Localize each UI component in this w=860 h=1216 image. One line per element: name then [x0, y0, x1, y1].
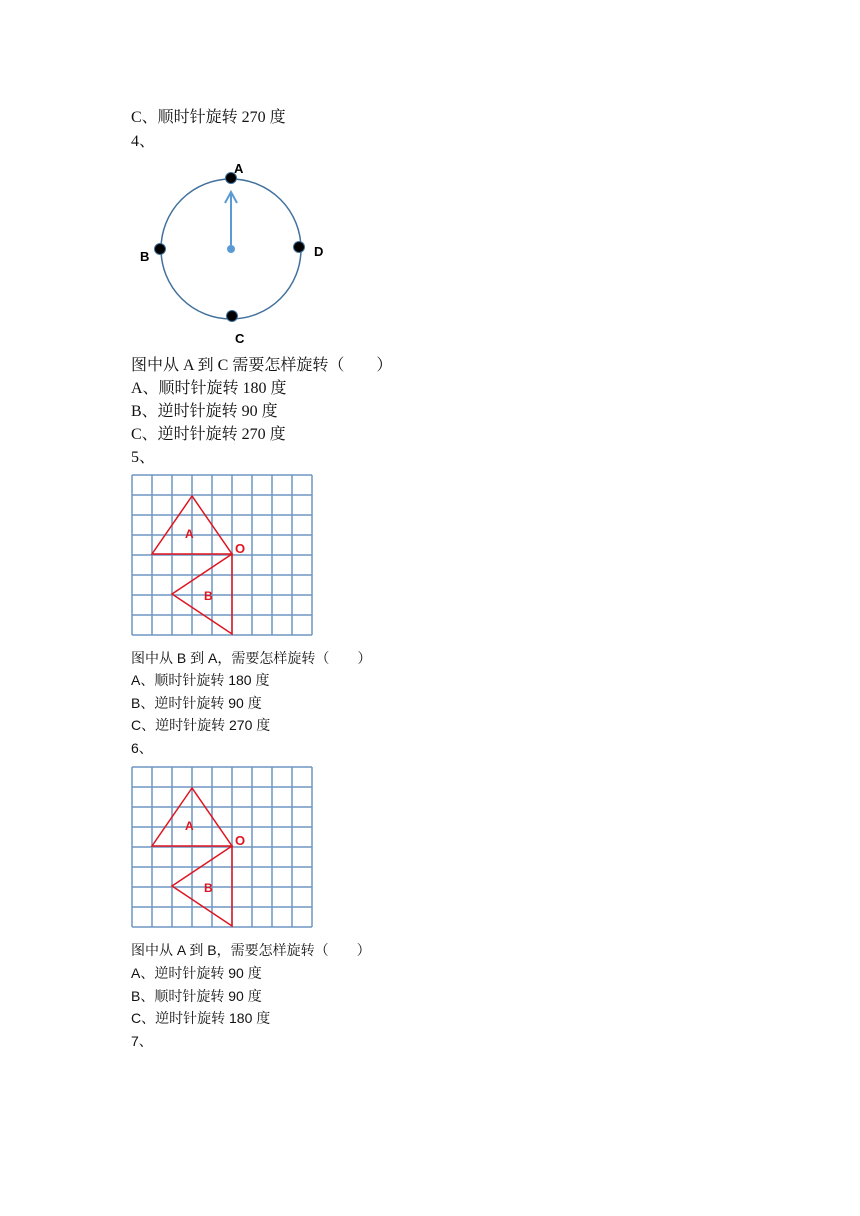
point-c-dot: [227, 311, 238, 322]
option-c-text-prev: C、顺时针旋转 270 度: [131, 109, 286, 126]
question-6-number: 6、: [131, 740, 153, 756]
label-d: D: [314, 244, 324, 259]
clock-center-dot: [227, 245, 235, 253]
grid-figure-q6: [131, 766, 315, 928]
question-4-prompt: 图中从 A 到 C 需要怎样旋转（ ）: [131, 357, 393, 374]
triangle-b: [172, 554, 232, 634]
label-c: C: [235, 331, 245, 346]
label-shape-a: A: [185, 819, 194, 833]
question-4-number: 4、: [131, 133, 156, 150]
question-5-option-a: A、顺时针旋转 180 度: [131, 672, 270, 688]
clock-diagram: [130, 155, 330, 350]
label-center-o: O: [235, 833, 246, 848]
grid-figure-q5: [131, 474, 315, 636]
question-5-option-c: C、逆时针旋转 270 度: [131, 717, 271, 733]
question-6-prompt: 图中从 A 到 B，需要怎样旋转（ ）: [131, 942, 371, 958]
question-7-number: 7、: [131, 1033, 153, 1049]
label-shape-b: B: [204, 881, 213, 895]
label-a: A: [234, 161, 244, 176]
question-5-option-b: B、逆时针旋转 90 度: [131, 695, 262, 711]
label-b: B: [140, 249, 150, 264]
question-5-number: 5、: [131, 449, 156, 466]
question-6-option-c: C、逆时针旋转 180 度: [131, 1010, 271, 1026]
label-shape-b: B: [204, 589, 213, 603]
question-4-option-b: B、逆时针旋转 90 度: [131, 403, 278, 420]
question-5-prompt: 图中从 B 到 A，需要怎样旋转（ ）: [131, 650, 372, 666]
triangle-b: [172, 846, 232, 926]
point-d-dot: [294, 242, 305, 253]
question-6-option-b: B、顺时针旋转 90 度: [131, 988, 262, 1004]
question-4-option-c: C、逆时针旋转 270 度: [131, 426, 286, 443]
point-b-dot: [155, 244, 166, 255]
question-4-option-a: A、顺时针旋转 180 度: [131, 380, 287, 397]
label-shape-a: A: [185, 527, 194, 541]
label-center-o: O: [235, 541, 246, 556]
question-6-option-a: A、逆时针旋转 90 度: [131, 965, 262, 981]
